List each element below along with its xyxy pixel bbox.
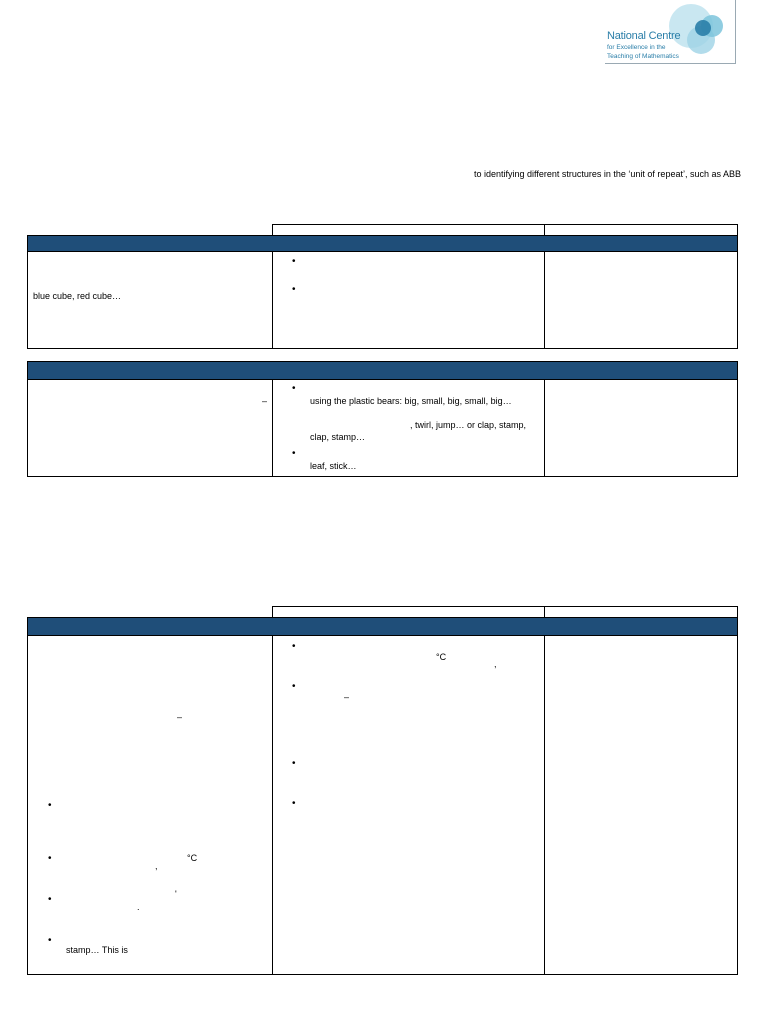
table1-col2-bullet-2: • — [292, 284, 296, 295]
table1-divider-2 — [544, 252, 545, 348]
table1-header-bar — [28, 235, 737, 252]
table2-col2-line-1: using the plastic bears: big, small, big, small, big… — [310, 396, 512, 406]
table3-col1-bullet-1: • — [48, 800, 52, 811]
ncetm-logo — [605, 0, 736, 64]
table3-col1-period: . — [137, 902, 140, 912]
table2-col2-line-3: clap, stamp… — [310, 432, 366, 442]
table3-col2-bullet-2: • — [292, 681, 296, 692]
table3-col2-dash: – — [344, 692, 350, 702]
table2-header-bar — [28, 361, 737, 380]
table1-divider-1 — [272, 252, 273, 348]
table3-col2-bullet-4: • — [292, 798, 296, 809]
table3-col1-comma-2: ' — [175, 889, 177, 899]
table3-divider-1 — [272, 636, 273, 974]
logo-subtitle-2: Teaching of Mathematics — [607, 53, 679, 60]
table2-col2-line-4: leaf, stick… — [310, 461, 357, 471]
table2-divider-2 — [544, 380, 545, 476]
table-2 — [27, 361, 738, 477]
table3-col1-dash: – — [177, 712, 183, 722]
table2-col2-bullet-1: • — [292, 383, 296, 394]
table3-col2-comma: , — [494, 659, 497, 669]
table-1 — [27, 235, 738, 349]
table1-col1-text: blue cube, red cube… — [33, 291, 122, 301]
intro-text: to identifying different structures in the ‘unit of repeat’, such as ABB — [474, 169, 741, 179]
table3-col1-bullet-4: • — [48, 935, 52, 946]
table3-col1-bullet-2: • — [48, 853, 52, 864]
table3-col1-last-line: stamp… This is — [66, 945, 128, 955]
table3-col1-comma-1: , — [155, 861, 158, 871]
table-3 — [27, 617, 738, 975]
table3-col2-bullet-1: • — [292, 641, 296, 652]
table3-header-bar — [28, 617, 737, 636]
table2-divider-1 — [272, 380, 273, 476]
table2-col1-dash: – — [262, 396, 268, 406]
table3-col1-degc: °C — [187, 853, 198, 863]
table2-col2-line-2: , twirl, jump… or clap, stamp, — [410, 420, 527, 430]
table2-col2-bullet-2: • — [292, 448, 296, 459]
table3-divider-2 — [544, 636, 545, 974]
table3-col1-bullet-3: • — [48, 894, 52, 905]
table3-col2-bullet-3: • — [292, 758, 296, 769]
table1-col2-bullet-1: • — [292, 256, 296, 267]
table3-col2-degc: °C — [436, 652, 447, 662]
logo-subtitle-1: for Excellence in the — [607, 44, 666, 51]
logo-title: National Centre — [607, 30, 681, 42]
